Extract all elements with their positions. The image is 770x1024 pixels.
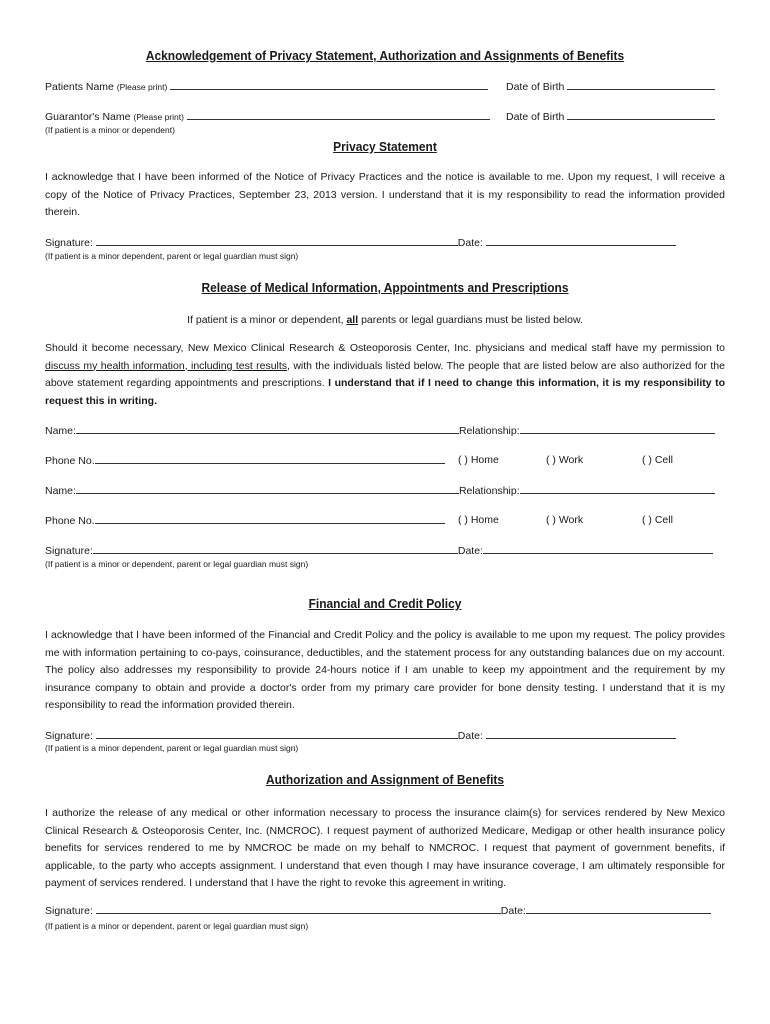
contact-2-phone-row: [45, 514, 455, 527]
financial-date-label: Date:: [457, 730, 483, 742]
contact-2-home-checkbox[interactable]: ( ) Home: [458, 514, 499, 526]
contact-name-label: Name:: [45, 485, 76, 497]
release-date-label: Date:: [457, 545, 483, 557]
authorization-text: I authorize the release of any medical or other information necessary to process the insurance claim(s) for services rendered by New Mexico Clinical Research & Osteoporosis Center, Inc. (NMCROC). I request payment of authorized Medicare, Medigap or other health insurance policy benefits for services rendered to me by NMCROC be made on my behalf to NMCROC. I request that payment of government benefits, if applicable, to the party who accepts assignment. I understand that even though I may have insurance coverage, I am ultimately responsible for payment of services rendered. I understand that I have the right to revoke this agreement in writing.: [45, 807, 725, 889]
privacy-date-field[interactable]: [486, 236, 676, 246]
financial-signature-row: [45, 729, 685, 742]
authorization-date-label: Date:: [500, 905, 526, 917]
contact-1-relationship-field[interactable]: [520, 424, 715, 434]
contact-2-relationship-field[interactable]: [520, 484, 715, 494]
contact-phone-label: Phone No.: [45, 455, 95, 467]
privacy-signature-row: [45, 236, 685, 249]
guarantor-name-row: [45, 110, 507, 123]
privacy-heading: Privacy Statement: [333, 139, 437, 154]
patient-dob-label: Date of Birth: [506, 81, 565, 93]
guarantor-name-note: (Please print): [133, 112, 184, 122]
privacy-guardian-note: (If patient is a minor dependent, parent or legal guardian must sign): [45, 251, 299, 261]
financial-guardian-note: (If patient is a minor dependent, parent or legal guardian must sign): [45, 743, 299, 753]
authorization-signature-row: [45, 904, 725, 917]
patient-name-field[interactable]: [170, 80, 488, 90]
patient-name-row: [45, 80, 507, 93]
release-heading: Release of Medical Information, Appointments and Prescriptions: [201, 280, 569, 295]
release-guardian-note: (If patient is a minor or dependent, parent or legal guardian must sign): [45, 559, 309, 569]
page-title: Acknowledgement of Privacy Statement, Authorization and Assignments of Benefits: [145, 48, 625, 63]
contact-1-phone-row: [45, 454, 455, 467]
contact-relationship-label: Relationship:: [458, 425, 520, 437]
authorization-signature-field[interactable]: [96, 904, 501, 914]
financial-signature-field[interactable]: [96, 729, 458, 739]
authorization-signature-label: Signature:: [45, 905, 93, 917]
contact-1-cell-checkbox[interactable]: ( ) Cell: [642, 454, 673, 466]
privacy-text: I acknowledge that I have been informed of the Notice of Privacy Practices and the notice is available to me. Upon my request, I will receive a copy of the Notice of Privacy Practices, September 23, 2013 version. I understand that it is my responsibility to read the information provided therein.: [45, 171, 725, 218]
release-signature-field[interactable]: [93, 544, 458, 554]
contact-2-name-row: [45, 484, 725, 497]
authorization-date-field[interactable]: [526, 904, 711, 914]
guarantor-dob-field[interactable]: [567, 110, 715, 120]
contact-1-phone-field[interactable]: [95, 454, 445, 464]
release-intro: If patient is a minor or dependent, all parents or legal guardians must be listed below.: [187, 314, 583, 326]
contact-phone-label: Phone No.: [45, 515, 95, 527]
contact-1-name-field[interactable]: [76, 424, 459, 434]
privacy-signature-field[interactable]: [96, 236, 458, 246]
privacy-signature-label: Signature:: [45, 237, 93, 249]
financial-signature-label: Signature:: [45, 730, 93, 742]
release-signature-row: [45, 544, 725, 557]
financial-date-field[interactable]: [486, 729, 676, 739]
release-date-field[interactable]: [483, 544, 713, 554]
authorization-heading: Authorization and Assignment of Benefits: [265, 772, 505, 787]
patient-name-note: (Please print): [116, 82, 168, 92]
contact-name-label: Name:: [45, 425, 76, 437]
contact-relationship-label: Relationship:: [458, 485, 520, 497]
financial-heading: Financial and Credit Policy: [308, 596, 462, 611]
contact-2-work-checkbox[interactable]: ( ) Work: [546, 514, 584, 526]
patient-name-label: Patients Name: [45, 81, 114, 93]
patient-dob-field[interactable]: [567, 80, 715, 90]
contact-2-cell-checkbox[interactable]: ( ) Cell: [642, 514, 673, 526]
contact-2-phone-field[interactable]: [95, 514, 445, 524]
privacy-date-label: Date:: [457, 237, 483, 249]
contact-1-work-checkbox[interactable]: ( ) Work: [546, 454, 584, 466]
guarantor-name-field[interactable]: [187, 110, 490, 120]
release-signature-label: Signature:: [45, 545, 93, 557]
contact-2-name-field[interactable]: [76, 484, 459, 494]
patient-dob-row: [506, 80, 726, 93]
release-text: Should it become necessary, New Mexico Clinical Research & Osteoporosis Center, Inc. physicians and medical staff have my permission to discuss my health information, including test results, with the individuals listed below. The people that are listed below are also authorized for the above statement regarding appointments and prescriptions. I understand that if I need to change this information, it is my responsibility to request this in writing.: [45, 342, 725, 407]
guarantor-dob-row: [506, 110, 726, 123]
contact-1-name-row: [45, 424, 725, 437]
authorization-guardian-note: (If patient is a minor or dependent, parent or legal guardian must sign): [45, 921, 309, 931]
guarantor-name-label: Guarantor's Name: [45, 111, 131, 123]
guarantor-minor-note: (If patient is a minor or dependent): [45, 125, 175, 135]
contact-1-home-checkbox[interactable]: ( ) Home: [458, 454, 499, 466]
financial-text: I acknowledge that I have been informed of the Financial and Credit Policy and the policy is available to me upon my request. The policy provides me with information pertaining to co-pays, coinsurance, deductibles, and the statement process for any outstanding balances due on my account. The policy also addresses my responsibility to provide 24-hours notice if I am unable to keep my appointment and the requirement by my insurance company to obtain and provide a doctor's order from my primary care provider for bone density testing. I understand that it is my responsibility to read the information provided therein.: [45, 629, 725, 711]
guarantor-dob-label: Date of Birth: [506, 111, 565, 123]
